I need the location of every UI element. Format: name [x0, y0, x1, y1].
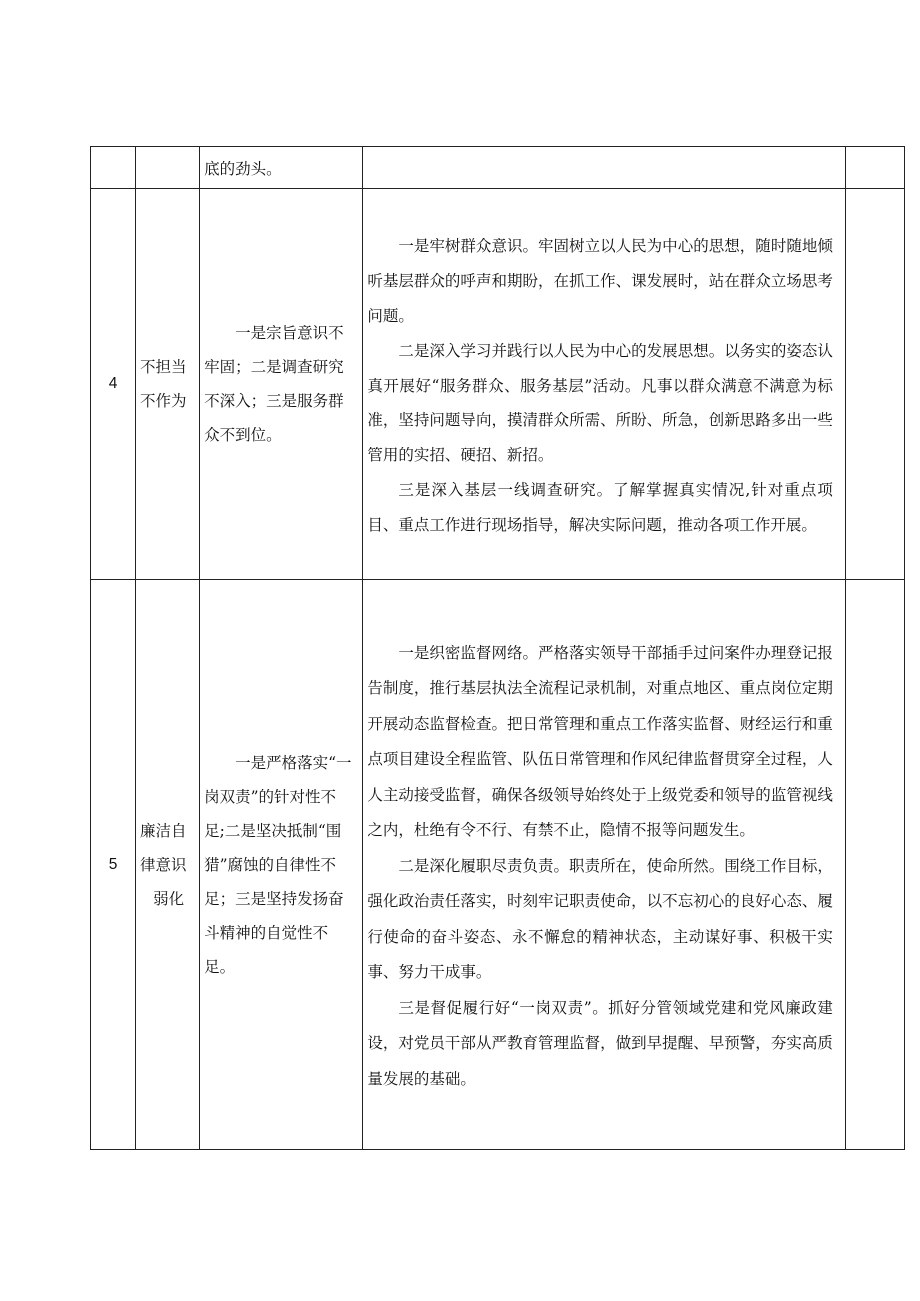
category-main: 廉洁自律意识: [140, 821, 187, 874]
category-last: 弱化: [153, 889, 185, 908]
measures-table: [90, 146, 905, 1150]
note-cell: [845, 189, 904, 580]
note-cell: [845, 147, 904, 189]
measure-paragraph: 一是牢树群众意识。牢固树立以人民为中心的思想，随时随地倾听基层群众的呼声和期盼，在抓工作、课发展时，站在群众立场思考问题。: [367, 237, 833, 325]
problem-text: 一是宗旨意识不牢固；二是调查研究不深入；三是服务群众不到位。: [204, 324, 344, 444]
table-row: [91, 189, 905, 580]
measure-paragraph: 二是深入学习并践行以人民为中心的发展思想。以务实的姿态认真开展好“服务群众、服务基层”活动。凡事以群众满意不满意为标准，坚持问题导向，摸清群众所需、所盼、所急，创新思路多出一些管用的实招、硬招、新招。: [367, 341, 833, 465]
measure-paragraph: 二是深化履职尽责负责。职责所在，使命所然。围绕工作目标，强化政治责任落实，时刻牢记职责使命，以不忘初心的良好心态、履行使命的奋斗姿态、永不懈怠的精神状态，主动谋好事、积极干实事、努力干成事。: [367, 856, 833, 982]
number-cell: 5: [91, 580, 136, 1150]
problem-text: 一是严格落实“一岗双责”的针对性不足;二是坚决抵制“围猎”腐蚀的自律性不足；三是坚持发扬奋斗精神的自觉性不足。: [204, 753, 352, 976]
measures-text: [363, 632, 845, 1098]
table-row-continued: [91, 147, 905, 189]
category-text: [136, 814, 199, 916]
problem-text: 底的劲头。: [204, 160, 282, 178]
measure-paragraph: 三是督促履行好“一岗双责”。抓好分管领域党建和党风廉政建设，对党员干部从严教育管理监督，做到早提醒、早预警，夯实高质量发展的基础。: [367, 998, 833, 1088]
category-cell: [136, 580, 200, 1150]
measure-paragraph: 一是织密监督网络。严格落实领导干部插手过问案件办理登记报告制度，推行基层执法全流程记录机制，对重点地区、重点岗位定期开展动态监督检查。把日常管理和重点工作落实监督、财经运行和重点项目建设全程监管、队伍日常管理和作风纪律监督贯穿全过程，人人主动接受监督，确保各级领导始终处于上级党委和领导的监管视线之内，杜绝有令不行、有禁不止，隐情不报等问题发生。: [367, 643, 833, 840]
measures-text: [363, 225, 845, 542]
category-text: 不担当不作为: [140, 358, 187, 410]
note-cell: [845, 580, 904, 1150]
measures-cell: [363, 189, 846, 580]
number-cell: [91, 147, 136, 189]
category-cell: [136, 147, 200, 189]
measure-paragraph: 三是深入基层一线调查研究。了解掌握真实情况,针对重点项目、重点工作进行现场指导，解决实际问题，推动各项工作开展。: [367, 480, 833, 534]
problem-cell: [200, 189, 363, 580]
table-row: [91, 580, 905, 1150]
number-cell: 4: [91, 189, 136, 580]
measures-cell: [363, 147, 846, 189]
measures-cell: [363, 580, 846, 1150]
problem-cell: [200, 147, 363, 189]
problem-cell: [200, 580, 363, 1150]
category-cell: [136, 189, 200, 580]
